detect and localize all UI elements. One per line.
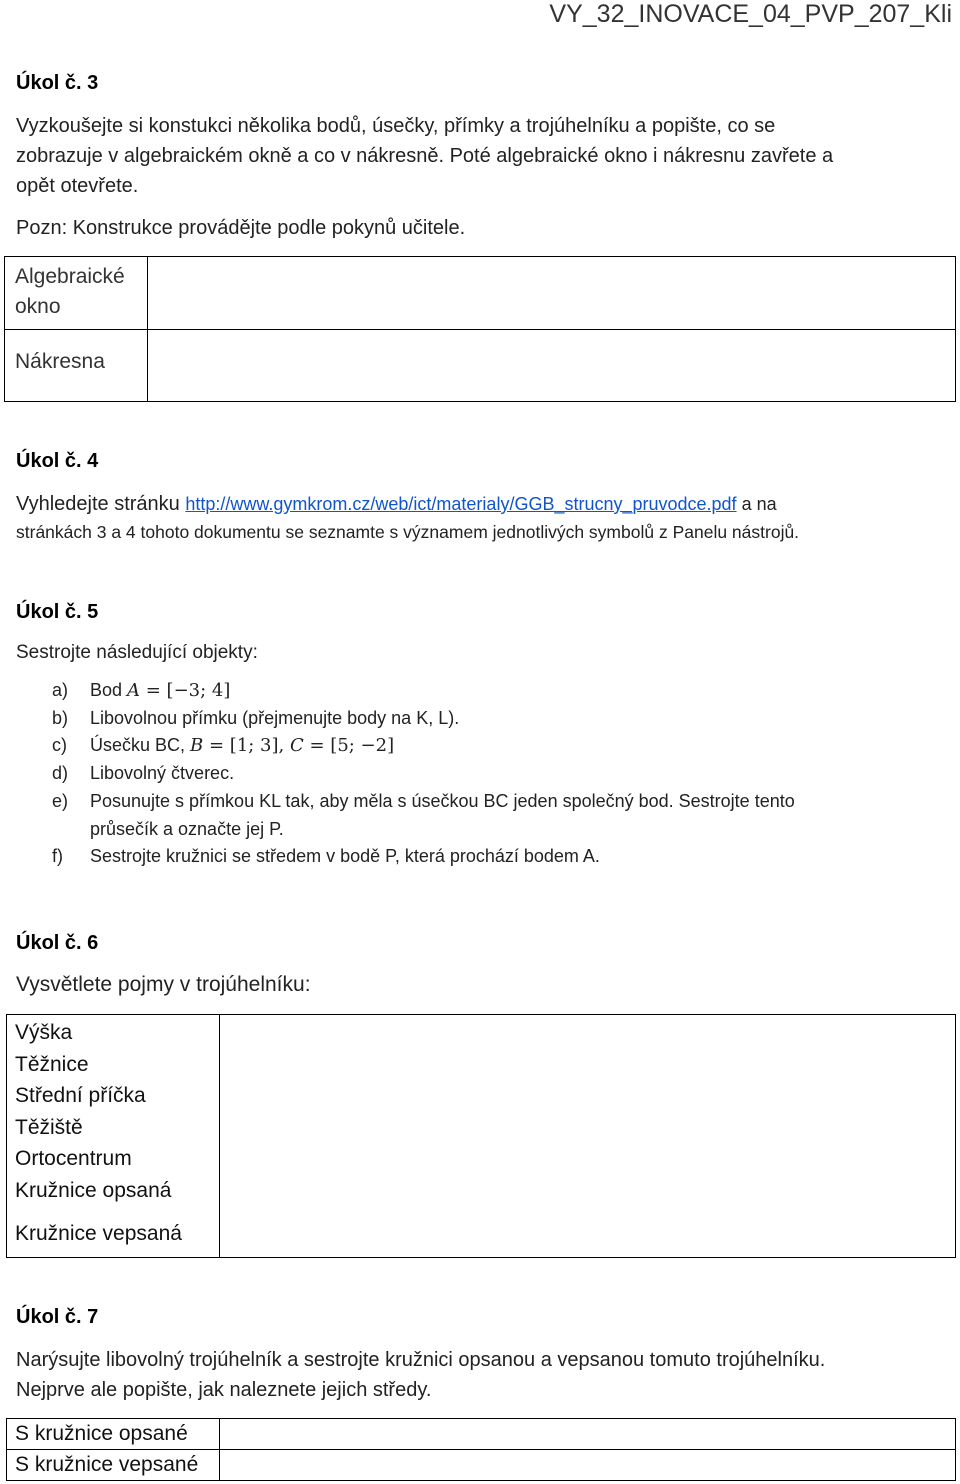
task3-line-2: zobrazuje v algebraickém okně a co v nákresně. Poté algebraické okno i nákresnu zavřete a xyxy=(16,145,834,167)
term-circumcircle: Kružnice opsaná xyxy=(15,1178,172,1202)
task7-description xyxy=(16,1345,825,1405)
task7-line-1: Narýsujte libovolný trojúhelník a sestrojte kružnici opsanou a vepsanou tomuto trojúhelníku. xyxy=(16,1349,826,1371)
task5-title: Úkol č. 5 xyxy=(16,601,99,623)
task3-note: Pozn: Konstrukce provádějte podle pokynů učitele. xyxy=(16,217,466,239)
task7-line-2: Nejprve ale popište, jak naleznete jejich středy. xyxy=(16,1379,432,1401)
answer-circumcenter[interactable] xyxy=(220,1419,956,1450)
task4-title: Úkol č. 4 xyxy=(16,450,99,472)
terms-column xyxy=(7,1015,220,1258)
task7-table xyxy=(6,1418,956,1481)
label-algebraic-window: Algebraické okno xyxy=(5,257,148,330)
guide-pdf-link[interactable]: http://www.gymkrom.cz/web/ict/materialy/GGB_strucny_pruvodce.pdf xyxy=(185,494,737,514)
task6-intro: Vysvětlete pojmy v trojúhelníku: xyxy=(16,973,311,996)
task6-terms-table xyxy=(6,1014,956,1258)
document-code: VY_32_INOVACE_04_PVP_207_Kli xyxy=(549,0,952,28)
task3-description xyxy=(16,111,833,201)
terms-answer-area[interactable] xyxy=(220,1015,956,1258)
task6-title: Úkol č. 6 xyxy=(16,932,99,954)
term-centroid: Těžiště xyxy=(15,1115,83,1139)
task4-line-1: Vyhledejte stránku http://www.gymkrom.cz/web/ict/materialy/GGB_strucny_pruvodce.pdf a na xyxy=(16,493,777,515)
task3-title: Úkol č. 3 xyxy=(16,72,99,94)
term-median: Těžnice xyxy=(15,1052,89,1076)
task3-line-3: opět otevřete. xyxy=(16,175,139,197)
term-midline: Střední příčka xyxy=(15,1084,146,1107)
answer-algebraic-window[interactable] xyxy=(148,257,956,330)
task4-line-2: stránkách 3 a 4 tohoto dokumentu se seznamte s významem jednotlivých symbolů z Panelu nástrojů. xyxy=(16,522,800,542)
task3-line-1: Vyzkoušejte si konstukci několika bodů, úsečky, přímky a trojúhelníku a popište, co se xyxy=(16,115,776,137)
answer-drawing-pad[interactable] xyxy=(148,330,956,402)
term-incircle: Kružnice vepsaná xyxy=(15,1222,182,1245)
task7-title: Úkol č. 7 xyxy=(16,1306,99,1328)
label-incenter: S kružnice vepsané xyxy=(7,1450,220,1481)
task3-table xyxy=(4,256,956,402)
answer-incenter[interactable] xyxy=(220,1450,956,1481)
term-orthocenter: Ortocentrum xyxy=(15,1147,132,1170)
task5-intro: Sestrojte následující objekty: xyxy=(16,642,258,663)
term-height: Výška xyxy=(15,1021,73,1044)
label-circumcenter: S kružnice opsané xyxy=(7,1419,220,1450)
task5-list: a) Bod A = [−3; 4] b) Libovolnou přímku (přejmenujte body na K, L). c) Úsečku BC, B = [1; 3], C = [5; −2] d) Libovolný čtverec. e) Posunujte s přímkou KL tak, aby měla s úsečkou BC jeden společný bod. Sestrojte tento průsečík a označte jej P. f) Sestrojte kružnici se středem v bodě P, která prochází bodem A. xyxy=(52,680,795,866)
label-drawing-pad: Nákresna xyxy=(5,330,148,402)
